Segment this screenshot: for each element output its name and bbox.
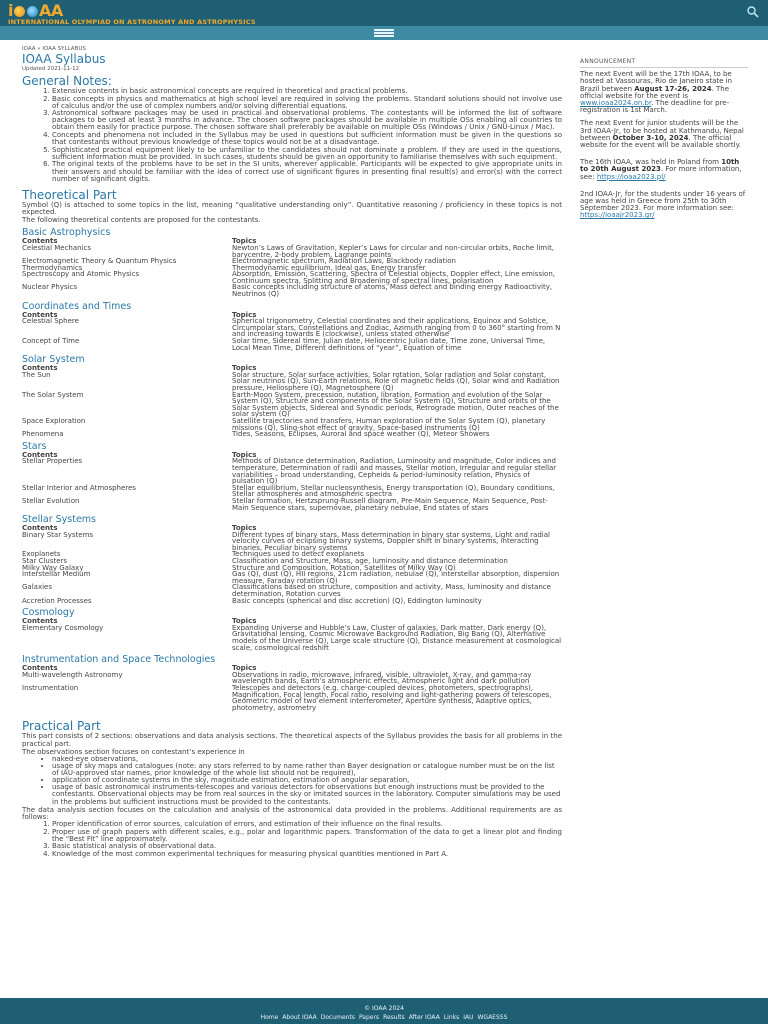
table-row [22, 685, 562, 711]
column-header-topics: Topics [232, 524, 257, 533]
general-note-item: 3. Astronomical software packages may be used in practical and observational problems. The contestants will be informed the list of software packages to be used at least 3 months in advance. The chosen software packages should be available in multiple OSs enabling all countries to obtain them easily for practice purpose. The chosen software shall preferably be available on multiple OSs (Windows / Unix / GNU-Linux / Mac). [52, 110, 562, 131]
footer-link[interactable]: IAU [463, 1014, 474, 1021]
ioaa-logo[interactable] [8, 1, 63, 20]
table-row [22, 498, 562, 511]
topics-cell: Observations in radio, microwave, infrared, visible, ultraviolet, X-ray, and gamma-ray wavelength bands, Earth’s atmospheric effects, Atmospheric light and dark pollution [232, 670, 532, 686]
content-cell: Binary Star Systems [22, 530, 94, 539]
announcement-ioaa-jr: The next Event for junior students will be the 3rd IOAA-Jr, to be hosted at Kathmandu, Nepal between October 3-10, 2024. The official website for the event will be available shortly. [580, 119, 744, 150]
topics-table [22, 238, 562, 297]
content-cell: Nuclear Physics [22, 283, 78, 292]
general-notes-list [52, 88, 562, 183]
content-cell: Accretion Processes [22, 596, 92, 605]
content-cell: Multi-wavelength Astronomy [22, 670, 123, 679]
theoretical-intro: Symbol (Q) is attached to some topics in the list, meaning “qualitative understanding only”. Quantitative reasoning / proficiency in these topics is not expected. [22, 200, 562, 216]
section-heading: Coordinates and Times [22, 300, 132, 312]
topics-cell: Electromagnetic spectrum, Radiation Laws, Blackbody radiation [232, 257, 456, 266]
section-heading: Cosmology [22, 607, 75, 619]
practical-part-heading: Practical Part [22, 719, 101, 734]
site-header [0, 0, 768, 26]
topics-cell: Methods of Distance determination, Radiation, Luminosity and magnitude, Color indices and temperature, Determination of radii and masses, Stellar motion, Irregular and regular stellar variabilities – broad understanding, Cepheids & period-luminosity relation, Physics of pulsation (Q) [232, 457, 557, 486]
topics-cell: Spherical trigonometry, Celestial coordinates and their applications, Equinox and Solstice, Circumpolar stars, Constellations and Zodiac, Azimuth ranging from 0 to 360° starting from N and increasing towards E (clockwise), unless stated otherwise [232, 317, 561, 339]
column-header-contents: Contents [22, 237, 58, 246]
footer-link[interactable]: After IOAA [408, 1014, 440, 1021]
ioaa2023-link[interactable]: https://ioaa2023.pl/ [596, 172, 666, 181]
footer-link[interactable]: Home [260, 1014, 279, 1021]
general-note-item: 4. Concepts and phenomena not included in the Syllabus may be used in questions but sufficient information must be given in the questions so that contestants without previous knowledge of these topics would not be at a disadvantage. [52, 132, 562, 146]
topics-cell: Thermodynamic equilibrium, Ideal gas, Energy transfer [232, 263, 426, 272]
data-analysis-item: 2. Proper use of graph papers with different scales, e.g., polar and logarithmic papers. Transformation of the data to get a linear plot and finding the “Best Fit” line approximately. [52, 829, 562, 843]
observations-intro: The observations section focuses on contestant’s experience in [22, 747, 245, 756]
content-cell: Celestial Sphere [22, 317, 79, 326]
general-note-item: 5. Sophisticated practical equipment likely to be unfamiliar to the candidates should not dominate a problem. If they are used in the questions, sufficient information must be provided. In such cases, students should be given an opportunity to familiarise themselves with such equipment. [52, 147, 562, 161]
data-analysis-list [52, 821, 562, 858]
data-analysis-item: 1. Proper identification of error sources, calculation of errors, and estimation of their influence on the final results. [52, 821, 562, 828]
column-header-contents: Contents [22, 450, 58, 459]
topics-cell: Newton’s Laws of Gravitation, Kepler’s Laws for circular and non-circular orbits, Roche limit, barycentre, 2-body problem, Lagrange points [232, 243, 555, 259]
hamburger-menu-icon[interactable] [374, 29, 394, 37]
footer-link[interactable]: Documents [320, 1014, 355, 1021]
observation-item: • usage of sky maps and catalogues (note: any stars referred to by name rather than Bayer designation or catalogue number must be on the list of IAU-approved star names, prior knowledge of the whole list should not be required), [52, 763, 562, 777]
nav-bar [0, 26, 768, 40]
announcement-sidebar [580, 58, 748, 226]
data-analysis-intro: The data analysis section focuses on the calculation and analysis of the astronomical data provided in the problems. Additional requirements are as follows: [22, 805, 562, 821]
logo-letters-aa: AA [38, 1, 63, 20]
column-header-topics: Topics [232, 450, 257, 459]
footer-link[interactable]: WGAESSS [477, 1014, 508, 1021]
topics-cell: Stellar formation, Hertzsprung-Russell diagram, Pre-Main Sequence, Main Sequence, Post-Main Sequence stars, supernovae, planetary nebulae, End states of stars [232, 496, 548, 512]
section-heading: Instrumentation and Space Technologies [22, 654, 216, 666]
content-cell: Stellar Interior and Atmospheres [22, 483, 136, 492]
general-note-item: 6. The original texts of the problems have to be set in the SI units, wherever applicable. Participants will be expected to give appropriate units in their answers and should be familiar with the idea of correct use of significant figures in presenting final result(s) and error(s) with the correct number of significant digits. [52, 161, 562, 182]
topics-cell: Different types of binary stars, Mass determination in binary star systems, Light and radial velocity curves of eclipsing binary systems, Doppler shift in binary systems, interacting binaries, Peculiar binary systems [232, 530, 550, 552]
table-row [22, 625, 562, 651]
topics-table [22, 312, 562, 352]
general-notes-heading: General Notes: [22, 74, 112, 88]
copyright: © IOAA 2024 [364, 1005, 404, 1012]
content-cell: Stellar Evolution [22, 496, 80, 505]
topics-table [22, 665, 562, 711]
content-cell: Stellar Properties [22, 457, 83, 466]
table-row [22, 372, 562, 392]
theoretical-part-heading: Theoretical Part [22, 187, 117, 202]
footer-link[interactable]: About IOAA [282, 1014, 317, 1021]
section-heading: Stars [22, 440, 47, 452]
content-cell: Space Exploration [22, 416, 86, 425]
column-header-topics: Topics [232, 310, 257, 319]
content-cell: Electromagnetic Theory & Quantum Physics [22, 257, 177, 266]
logo-letter-i: i [8, 1, 13, 20]
content-cell: Milky Way Galaxy [22, 563, 84, 572]
column-header-topics: Topics [232, 617, 257, 626]
observation-item: • usage of basic astronomical instruments-telescopes and various detectors for observations but enough instructions must be provided to the contestants. Observational objects may be from real sources in the sky or imitated sources in the laboratory. Computer simulations may be used in the problems but sufficient instructions must be provided to the contestants. [52, 784, 562, 805]
content-cell: Elementary Cosmology [22, 623, 104, 632]
topics-cell: Absorption, Emission, Scattering, Spectra of Celestial objects, Doppler effect, Line emission, Continuum spectra, Splitting and Broadening of spectral lines, polarisation [232, 270, 555, 285]
table-row [22, 485, 562, 498]
announcement-ioaa2023: The 16th IOAA, was held in Poland from 10th to 20th August 2023. For more information, see: https://ioaa2023.pl/ [580, 158, 742, 181]
event-date: August 17-26, 2024 [634, 84, 712, 93]
announcement-title: ANNOUNCEMENT [580, 58, 748, 68]
content-cell: Concept of Time [22, 337, 80, 346]
practical-intro: This part consists of 2 sections: observations and data analysis sections. The theoretical aspects of the Syllabus provides the basis for all problems in the practical part. [22, 732, 562, 748]
site-footer [0, 998, 768, 1024]
topics-table [22, 525, 562, 604]
main-content [22, 46, 562, 859]
data-analysis-item: 4. Knowledge of the most common experimental techniques for measuring physical quantities mentioned in Part A. [52, 851, 562, 858]
topics-cell: Solar time, Sidereal time, Julian date, Heliocentric Julian date, Time zone, Universal Time, Local Mean Time, Different definitions of “year”, Equation of time [232, 337, 546, 352]
observation-item: • naked-eye observations, [52, 756, 562, 763]
footer-link[interactable]: Links [443, 1014, 460, 1021]
content-cell: Star Clusters [22, 557, 68, 566]
general-note-item: 1. Extensive contents in basic astronomical concepts are required in theoretical and practical problems. [52, 88, 562, 95]
announcement-ioaa2024: The next Event will be the 17th IOAA, to be hosted at Vassouras, Rio de Janeiro state in Brazil between August 17-26, 2024. The official website for the event is www.ioaa2024.on.br. The deadline for pre-registration is 1st March. [580, 70, 733, 115]
logo-orb-icon [14, 6, 25, 17]
section-heading: Solar System [22, 354, 85, 366]
event-date: 10th to 20th August 2023 [580, 158, 740, 174]
table-row [22, 338, 562, 351]
syllabus-sections [22, 227, 562, 711]
table-row [22, 458, 562, 484]
footer-links [0, 1014, 768, 1021]
ioaajr2023-link[interactable]: https://ioaajr2023.gr/ [580, 211, 655, 220]
column-header-topics: Topics [232, 664, 257, 673]
table-row [22, 284, 562, 297]
content-cell: Instrumentation [22, 683, 79, 692]
data-analysis-item: 3. Basic statistical analysis of observational data. [52, 843, 562, 850]
section-heading: Basic Astrophysics [22, 227, 111, 239]
ioaa2024-link[interactable]: www.ioaa2024.on.br [580, 99, 652, 108]
column-header-contents: Contents [22, 364, 58, 373]
breadcrumb[interactable]: IOAA » IOAA SYLLABUS [22, 46, 86, 52]
table-row [22, 532, 562, 552]
topics-table [22, 618, 562, 651]
topics-cell: Earth-Moon System, precession, nutation, libration, Formation and evolution of the Solar System (Q), Structure and components of the Solar System (Q), Structure and orbits of the Solar System objects, Sidereal and Synodic periods, Retrograde motion, Outer reaches of the solar system (Q) [232, 390, 559, 419]
topics-cell: Gas (Q), dust (Q), HII regions, 21cm radiation, nebulae (Q), interstellar absorption, dispersion measure, Faraday rotation (Q) [232, 570, 560, 585]
footer-link[interactable]: Results [383, 1014, 405, 1021]
search-icon[interactable] [746, 4, 760, 18]
topics-table [22, 365, 562, 438]
logo-orb-icon [27, 6, 38, 17]
topics-cell: Structure and Composition, Rotation, Satellites of Milky Way (Q) [232, 563, 456, 572]
topics-cell: Satellite trajectories and transfers, Human exploration of the Solar System (Q), planetary missions (Q), Sling-shot effect of gravity, Space-based instruments (Q) [232, 416, 546, 432]
content-cell: Exoplanets [22, 550, 61, 559]
column-header-contents: Contents [22, 524, 58, 533]
topics-cell: Solar structure, Solar surface activities, Solar rotation, Solar radiation and Solar constant, Solar neutrinos (Q), Sun-Earth relations, Role of magnetic fields (Q), Solar wind and Radiation pressure, Heliosphere (Q), Magnetosphere (Q) [232, 370, 560, 393]
column-header-contents: Contents [22, 664, 58, 673]
general-note-item: 2. Basic concepts in physics and mathematics at high school level are required in solving the problems. Standard solutions should not involve use of calculus and/or the use of complex numbers and/or solving differential equations. [52, 96, 562, 110]
table-row [22, 318, 562, 338]
theoretical-intro-2: The following theoretical contents are proposed for the contestants. [22, 216, 261, 225]
content-cell: Spectroscopy and Atomic Physics [22, 270, 140, 279]
page-title: IOAA Syllabus [22, 52, 106, 66]
content-cell: Celestial Mechanics [22, 243, 92, 252]
column-header-contents: Contents [22, 310, 58, 319]
column-header-topics: Topics [232, 364, 257, 373]
topics-cell: Classification and Structure, Mass, age, luminosity and distance determination [232, 557, 508, 566]
content-cell: Galaxies [22, 583, 52, 592]
content-cell: Phenomena [22, 430, 64, 439]
column-header-topics: Topics [232, 237, 257, 246]
content-cell: The Sun [22, 370, 51, 379]
content-cell: The Solar System [22, 390, 84, 399]
table-row [22, 392, 562, 418]
announcement-ioaa-jr-2023: 2nd IOAA-Jr, for the students under 16 years of age was held in Greece from 25th to 30th September 2023. For more information see: https://ioaajr2023.gr/ [580, 189, 746, 220]
site-tagline: INTERNATIONAL OLYMPIAD ON ASTRONOMY AND ASTROPHYSICS [8, 18, 256, 26]
section-heading: Stellar Systems [22, 514, 97, 526]
topics-cell: Basic concepts (spherical and disc accretion) (Q), Eddington luminosity [232, 596, 482, 605]
table-row [22, 672, 562, 685]
updated-date: Updated 2021-11-12 [22, 66, 80, 72]
event-date: October 3-10, 2024 [612, 133, 689, 142]
topics-cell: Expanding Universe and Hubble’s Law, Cluster of galaxies, Dark matter, Dark energy (Q), Gravitational lensing, Cosmic Microwave Background Radiation, Big Bang (Q), Alternative models of the Universe (Q), Large scale structure (Q), Distance measurement at cosmological scale, cosmological redshift [232, 623, 562, 652]
topics-cell: Techniques used to detect exoplanets [232, 550, 365, 559]
topics-cell: Tides, Seasons, Eclipses, Auroral and space weather (Q), Meteor Showers [232, 430, 490, 439]
table-row [22, 598, 562, 605]
observation-item: • application of coordinate systems in the sky, magnitude estimation, estimation of angular separation, [52, 777, 562, 784]
column-header-contents: Contents [22, 617, 58, 626]
topics-cell: Basic concepts including structure of atoms, Mass defect and binding energy Radioactivity, Neutrinos (Q) [232, 283, 553, 299]
topics-cell: Classifications based on structure, composition and activity, Mass, luminosity and distance determination, Rotation curves [232, 583, 551, 599]
table-row [22, 584, 562, 597]
content-cell: Thermodynamics [22, 263, 83, 272]
topics-cell: Stellar equilibrium, Stellar nucleosynthesis, Energy transportation (Q), Boundary conditions, Stellar atmospheres and atmospheric spectra [232, 483, 555, 499]
content-cell: Interstellar Medium [22, 570, 91, 579]
footer-link[interactable]: Papers [358, 1014, 380, 1021]
topics-cell: Telescopes and detectors (e.g. charge-coupled devices, photometers, spectrographs), Magnification, Focal length, Focal ratio, resolving and light-gathering powers of telescopes, Geometric model of two element interferometer, Aperture synthesis, Adaptive optics, photometry, astrometry [232, 683, 552, 712]
topics-table [22, 452, 562, 511]
table-row [22, 431, 562, 438]
observations-list [52, 756, 562, 806]
